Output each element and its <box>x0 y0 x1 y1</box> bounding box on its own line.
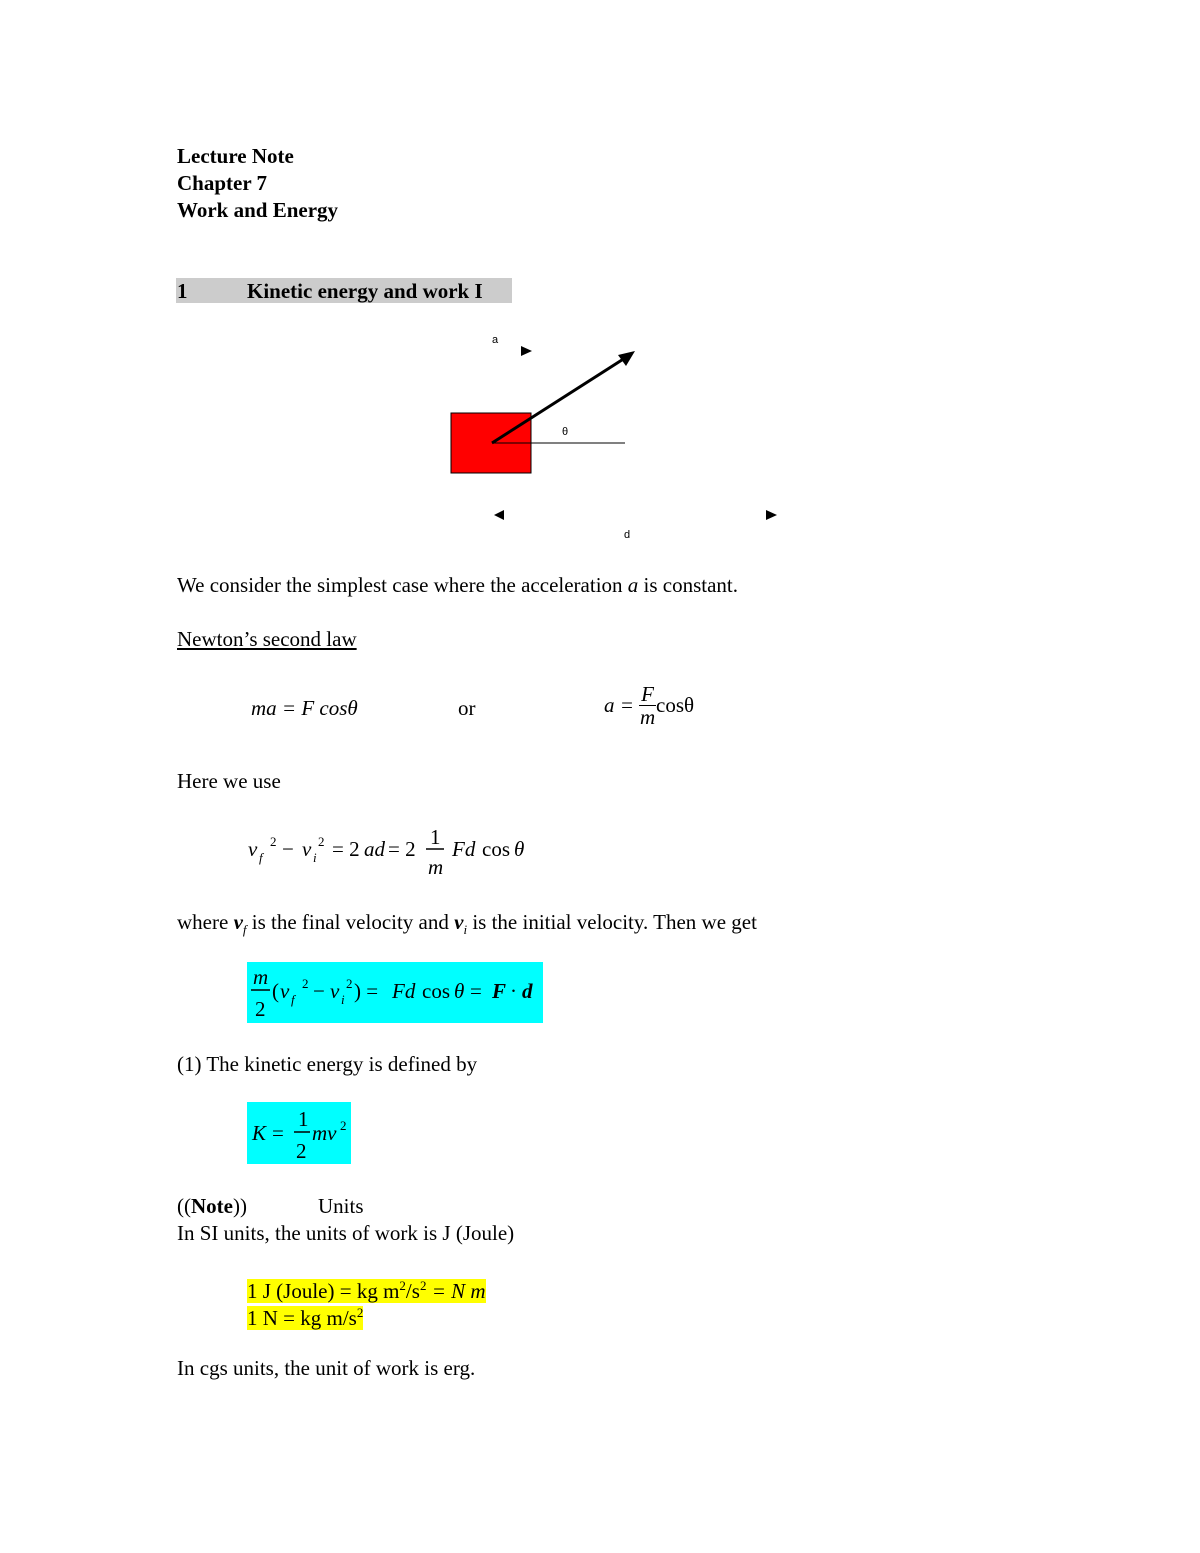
note-post: )) <box>232 1194 247 1218</box>
svg-text:mv: mv <box>312 1121 337 1145</box>
section-number: 1 <box>177 279 188 303</box>
svg-text:Fd: Fd <box>392 979 416 1003</box>
newton-line-a: 1 N = kg m/s <box>247 1306 357 1330</box>
svg-text:f: f <box>259 850 263 865</box>
svg-text:1: 1 <box>298 1107 309 1131</box>
work-energy-equation <box>250 962 543 1023</box>
eq-a-lhs: a = <box>604 693 634 718</box>
svg-text:=: = <box>470 979 482 1003</box>
svg-text:2: 2 <box>346 976 353 991</box>
chapter-title: Work and Energy <box>177 198 339 222</box>
here-we-use: Here we use <box>177 769 281 793</box>
acceleration-arrowhead <box>521 346 532 356</box>
intro-post: is constant. <box>638 573 739 597</box>
label-a: a <box>492 334 499 346</box>
where-sentence <box>177 912 757 936</box>
eq-fraction <box>639 683 656 728</box>
svg-text:−: − <box>313 979 325 1003</box>
equation-or: or <box>458 696 476 720</box>
svg-text:cos: cos <box>482 837 510 861</box>
where-vi: v <box>454 910 464 934</box>
kinematic-equation <box>248 822 548 882</box>
svg-text:v: v <box>248 837 258 861</box>
svg-text:2: 2 <box>340 1118 347 1133</box>
newton-heading: Newton’s second law <box>177 627 357 651</box>
svg-text:2: 2 <box>318 834 325 849</box>
svg-text:1: 1 <box>430 825 441 849</box>
si-units-line: In SI units, the units of work is J (Joule) <box>177 1221 515 1245</box>
where-vf: v <box>233 910 243 934</box>
eq-denominator: m <box>640 705 656 730</box>
kinetic-definition: (1) The kinetic energy is defined by <box>177 1052 478 1076</box>
where-pre: where <box>177 910 234 934</box>
label-theta: θ <box>562 426 569 438</box>
newton-definition <box>247 1299 363 1332</box>
svg-text:i: i <box>313 850 317 865</box>
where-mid: is the final velocity and <box>246 910 455 934</box>
svg-text:2: 2 <box>255 997 266 1021</box>
displacement-right-arrowhead <box>766 510 777 520</box>
units-heading: Units <box>318 1194 364 1218</box>
svg-text:·: · <box>510 979 517 1003</box>
kinetic-energy-equation <box>250 1102 351 1164</box>
note-label: Note <box>191 1194 233 1218</box>
svg-text:−: − <box>282 837 294 861</box>
force-arrow <box>492 358 625 443</box>
svg-text:θ: θ <box>454 979 465 1003</box>
svg-text:d: d <box>522 979 533 1003</box>
svg-text:K: K <box>252 1121 267 1145</box>
svg-text:i: i <box>341 992 345 1007</box>
svg-text:2: 2 <box>302 976 309 991</box>
svg-text:cos: cos <box>422 979 450 1003</box>
equation-ma: ma = F cosθ <box>251 696 358 720</box>
joule-sup-1: 2 <box>399 1278 406 1293</box>
svg-text:f: f <box>291 992 295 1007</box>
doc-title: Lecture Note <box>177 144 294 168</box>
svg-text:(: ( <box>272 979 279 1003</box>
section-title: Kinetic energy and work I <box>247 279 483 303</box>
force-diagram <box>440 325 800 550</box>
joule-line-b: /s <box>405 1279 420 1303</box>
joule-line-a: 1 J (Joule) = kg m <box>247 1279 400 1303</box>
svg-text:Fd: Fd <box>452 837 476 861</box>
intro-pre: We consider the simplest case where the acceleration <box>177 573 628 597</box>
intro-var: a <box>627 573 639 597</box>
svg-text:m: m <box>253 965 269 989</box>
svg-text:= 2: = 2 <box>332 837 360 861</box>
where-post: is the initial velocity. Then we get <box>467 910 757 934</box>
svg-text:v: v <box>302 837 312 861</box>
svg-text:= 2: = 2 <box>388 837 416 861</box>
svg-text:2: 2 <box>270 834 277 849</box>
newton-sup: 2 <box>356 1305 364 1320</box>
eq-cos: cosθ <box>656 693 695 718</box>
eq-numerator: F <box>641 682 654 706</box>
svg-text:2: 2 <box>296 1139 307 1163</box>
svg-text:) =: ) = <box>354 979 379 1003</box>
svg-text:m: m <box>428 855 444 879</box>
force-diagram-svg <box>440 325 800 550</box>
displacement-left-arrowhead <box>494 510 504 520</box>
svg-text:θ: θ <box>514 837 525 861</box>
svg-text:v: v <box>280 979 290 1003</box>
force-arrowhead <box>618 351 635 366</box>
note-line <box>177 1196 247 1217</box>
cgs-units-line: In cgs units, the unit of work is erg. <box>177 1356 476 1380</box>
svg-text:F: F <box>492 979 507 1003</box>
intro-sentence <box>177 575 738 596</box>
where-vf-sub: f <box>242 922 247 938</box>
joule-sup-2: 2 <box>419 1278 427 1293</box>
joule-line-c: = N m <box>426 1279 486 1303</box>
note-pre: (( <box>177 1194 191 1218</box>
svg-text:=: = <box>272 1121 284 1145</box>
chapter-label: Chapter 7 <box>177 171 268 195</box>
label-d: d <box>624 529 631 541</box>
newton-line <box>247 1306 363 1330</box>
where-vi-sub: i <box>463 922 468 938</box>
svg-text:v: v <box>330 979 340 1003</box>
equation-a-fraction <box>604 683 694 728</box>
svg-text:ad: ad <box>364 837 385 861</box>
